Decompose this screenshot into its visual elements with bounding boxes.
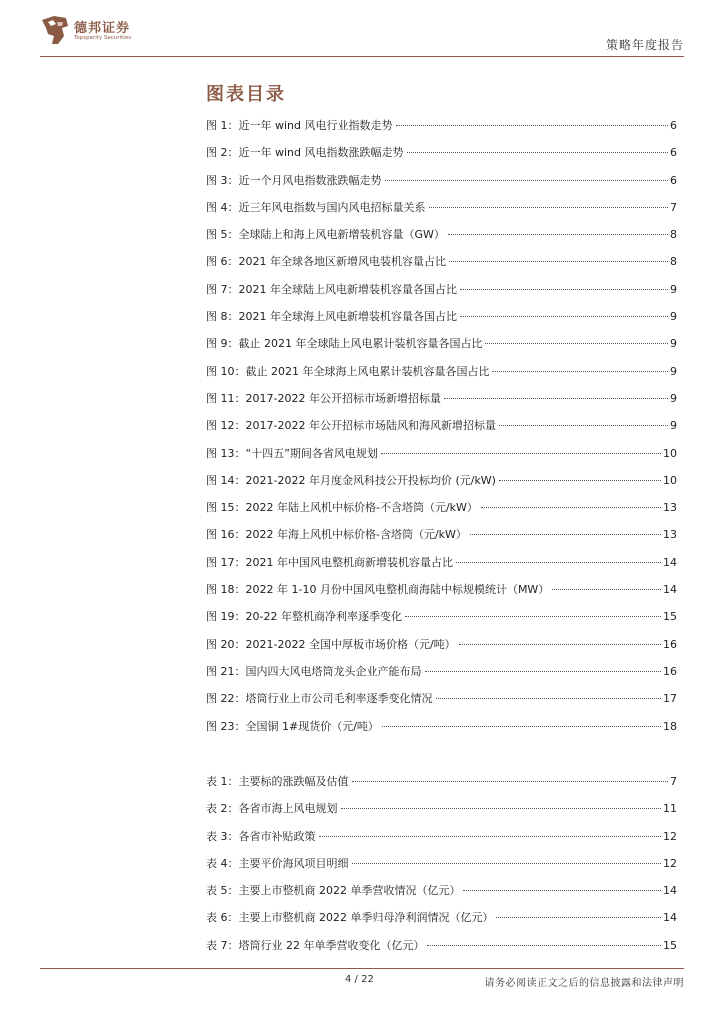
page-header	[0, 0, 724, 60]
dot-leader	[463, 890, 661, 891]
dot-leader	[496, 917, 661, 918]
toc-entry[interactable]	[206, 800, 677, 827]
toc-entry[interactable]	[206, 773, 677, 800]
toc-entry-label: 图 21：国内四大风电塔筒龙头企业产能布局	[206, 664, 422, 678]
dot-leader	[429, 207, 669, 208]
dot-leader	[456, 562, 661, 563]
toc-entry-page: 8	[670, 255, 677, 269]
dot-leader	[449, 261, 668, 262]
toc-entry[interactable]	[206, 390, 677, 417]
report-type: 策略年度报告	[605, 38, 684, 52]
toc-entry-page: 12	[663, 829, 677, 843]
toc-entry-page: 15	[663, 938, 677, 952]
toc-entry-label: 图 10：截止 2021 年全球海上风电累计装机容量各国占比	[206, 364, 490, 378]
dot-leader	[352, 863, 662, 864]
toc-entry-page: 13	[663, 501, 677, 515]
dot-leader	[427, 945, 661, 946]
toc-entry-label: 图 1：近一年 wind 风电行业指数走势	[206, 119, 393, 132]
dot-leader	[499, 480, 661, 481]
legal-disclaimer: 请务必阅读正文之后的信息披露和法律声明	[484, 978, 684, 989]
toc-entry-label: 表 4：主要平价海风项目明细	[206, 856, 349, 870]
toc-entry-label: 图 4：近三年风电指数与国内风电招标量关系	[206, 200, 426, 214]
dot-leader	[385, 180, 669, 181]
dot-leader	[481, 507, 661, 508]
dot-leader	[381, 453, 661, 454]
toc-entry-label: 图 3：近一个月风电指数涨跌幅走势	[206, 173, 382, 187]
toc-entry-label: 表 6：主要上市整机商 2022 单季归母净利润情况（亿元）	[206, 911, 494, 925]
dot-leader	[460, 316, 668, 317]
toc-entry-label: 图 6：2021 年全球各地区新增风电装机容量占比	[206, 255, 446, 269]
toc-entry-page: 11	[663, 802, 677, 816]
toc-title: 图表目录	[206, 84, 286, 105]
toc-entry-page: 14	[663, 555, 677, 569]
toc-entry-page: 16	[663, 637, 677, 651]
toc-entry-page: 9	[670, 419, 677, 433]
dot-leader	[499, 425, 668, 426]
toc-entry-label: 图 8：2021 年全球海上风电新增装机容量各国占比	[206, 310, 457, 324]
toc-entry-page: 6	[670, 146, 677, 160]
toc-entry[interactable]	[206, 253, 677, 280]
toc-entry-page: 9	[670, 364, 677, 378]
toc-entry[interactable]	[206, 172, 677, 199]
figure-list	[206, 117, 677, 745]
dot-leader	[492, 371, 668, 372]
toc-entry-page: 9	[670, 310, 677, 324]
toc-entry[interactable]	[206, 828, 677, 855]
toc-entry-label: 图 18：2022 年 1-10 月份中国风电整机商海陆中标规模统计（MW）	[206, 583, 550, 597]
toc-entry[interactable]	[206, 335, 677, 362]
dot-leader	[319, 836, 662, 837]
brand-name-en: Topsperity Securities	[74, 35, 132, 41]
toc-entry[interactable]	[206, 937, 677, 964]
toc-entry[interactable]	[206, 417, 677, 444]
toc-entry-page: 6	[670, 119, 677, 132]
dot-leader	[485, 343, 668, 344]
toc-entry-label: 表 3：各省市补贴政策	[206, 829, 316, 843]
toc-entry-label: 图 22：塔筒行业上市公司毛利率逐季变化情况	[206, 692, 433, 706]
toc-entry-label: 图 9：截止 2021 年全球陆上风电累计装机容量各国占比	[206, 337, 483, 351]
toc-entry[interactable]	[206, 882, 677, 909]
toc-entry-page: 18	[663, 719, 677, 733]
toc-entry[interactable]	[206, 608, 677, 635]
dot-leader	[405, 616, 661, 617]
toc-entry-page: 14	[663, 583, 677, 597]
dot-leader	[470, 534, 661, 535]
toc-entry-page: 15	[663, 610, 677, 624]
dot-leader	[444, 398, 668, 399]
toc-entry-label: 图 14：2021-2022 年月度金风科技公开投标均价 (元/kW)	[206, 473, 496, 487]
toc-entry[interactable]	[206, 581, 677, 608]
dot-leader	[459, 644, 661, 645]
dot-leader	[425, 671, 662, 672]
toc-entry[interactable]	[206, 308, 677, 335]
toc-entry-label: 图 12：2017-2022 年公开招标市场陆风和海风新增招标量	[206, 419, 496, 433]
dot-leader	[436, 698, 662, 699]
toc-entry-label: 图 17：2021 年中国风电整机商新增装机容量占比	[206, 555, 453, 569]
logo-mark-icon	[40, 14, 70, 46]
toc-entry-page: 9	[670, 337, 677, 351]
toc-entry-label: 表 2：各省市海上风电规划	[206, 802, 338, 816]
toc-entry[interactable]	[206, 690, 677, 717]
toc-entry-label: 表 5：主要上市整机商 2022 单季营收情况（亿元）	[206, 884, 461, 898]
dot-leader	[448, 234, 668, 235]
dot-leader	[407, 152, 669, 153]
header-divider	[40, 56, 684, 57]
toc-entry-page: 9	[670, 282, 677, 296]
toc-entry-label: 图 13：“十四五”期间各省风电规划	[206, 446, 378, 460]
toc-entry-page: 6	[670, 173, 677, 187]
toc-entry-label: 图 20：2021-2022 全国中厚板市场价格（元/吨）	[206, 637, 456, 651]
toc-entry[interactable]	[206, 445, 677, 472]
toc-entry-label: 图 5：全球陆上和海上风电新增装机容量（GW）	[206, 228, 445, 242]
toc-entry[interactable]	[206, 226, 677, 253]
toc-entry[interactable]	[206, 499, 677, 526]
toc-entry-page: 14	[663, 911, 677, 925]
toc-entry[interactable]	[206, 526, 677, 553]
page-number: 4 / 22	[345, 974, 374, 985]
toc-entry[interactable]	[206, 472, 677, 499]
toc-entry[interactable]	[206, 909, 677, 936]
toc-entry[interactable]	[206, 117, 677, 144]
toc-entry-label: 图 2：近一年 wind 风电指数涨跌幅走势	[206, 146, 404, 160]
table-list	[206, 773, 677, 964]
toc-entry[interactable]	[206, 663, 677, 690]
toc-entry[interactable]	[206, 199, 677, 226]
toc-entry[interactable]	[206, 855, 677, 882]
toc-entry-page: 16	[663, 664, 677, 678]
toc-entry[interactable]	[206, 554, 677, 581]
toc-entry-page: 17	[663, 692, 677, 706]
footer-divider	[40, 968, 684, 969]
toc-entry-label: 表 1：主要标的涨跌幅及估值	[206, 775, 349, 788]
toc-entry-label: 图 15：2022 年陆上风机中标价格-不含塔筒（元/kW）	[206, 501, 478, 515]
toc-entry[interactable]	[206, 281, 677, 308]
toc-entry[interactable]	[206, 636, 677, 663]
toc-entry-page: 7	[670, 775, 677, 788]
toc-entry-page: 9	[670, 391, 677, 405]
toc-entry-page: 10	[663, 473, 677, 487]
toc-entry-page: 14	[663, 884, 677, 898]
dot-leader	[460, 289, 668, 290]
toc-entry-label: 表 7：塔筒行业 22 年单季营收变化（亿元）	[206, 938, 425, 952]
toc-entry[interactable]	[206, 144, 677, 171]
toc-entry-page: 8	[670, 228, 677, 242]
toc-entry-label: 图 16：2022 年海上风机中标价格-含塔筒（元/kW）	[206, 528, 467, 542]
toc-entry-label: 图 7：2021 年全球陆上风电新增装机容量各国占比	[206, 282, 457, 296]
toc-entry-page: 13	[663, 528, 677, 542]
toc-entry[interactable]	[206, 718, 677, 745]
dot-leader	[382, 726, 661, 727]
toc-entry-label: 图 11：2017-2022 年公开招标市场新增招标量	[206, 391, 441, 405]
toc-entry-page: 10	[663, 446, 677, 460]
toc-entry[interactable]	[206, 363, 677, 390]
dot-leader	[352, 781, 669, 782]
dot-leader	[552, 589, 661, 590]
dot-leader	[396, 125, 669, 126]
brand-name-cn: 德邦证券	[74, 21, 131, 36]
toc-entry-page: 7	[670, 200, 677, 214]
toc-entry-label: 图 23：全国铜 1#现货价（元/吨）	[206, 719, 379, 733]
toc-entry-page: 12	[663, 856, 677, 870]
dot-leader	[341, 808, 662, 809]
toc-entry-label: 图 19：20-22 年整机商净利率逐季变化	[206, 610, 402, 624]
